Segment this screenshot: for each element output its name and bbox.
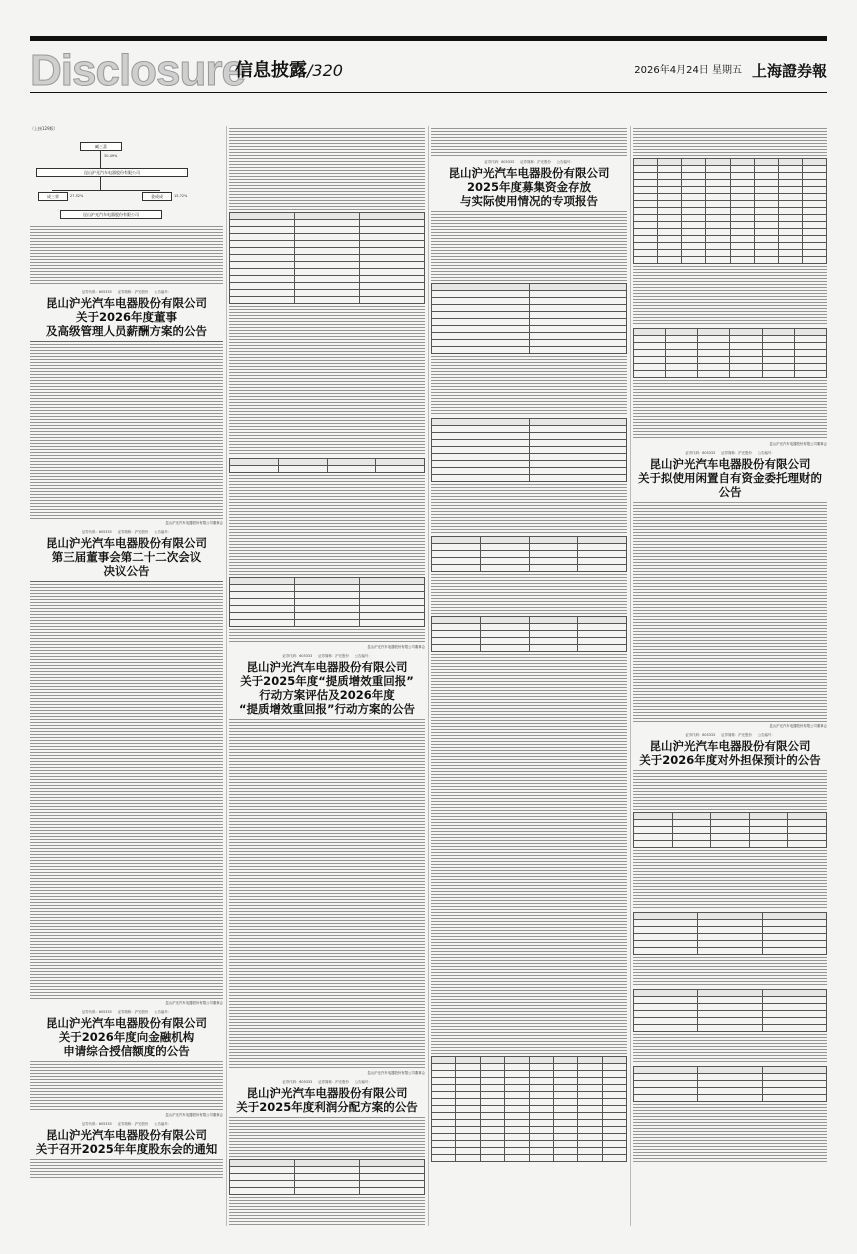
body-text bbox=[633, 128, 827, 156]
signature: 昆山沪光汽车电器股份有限公司董事会 bbox=[165, 521, 223, 525]
usage-table bbox=[431, 1056, 627, 1162]
signature: 昆山沪光汽车电器股份有限公司董事会 bbox=[165, 1001, 223, 1005]
announcement-title: 昆山沪光汽车电器股份有限公司 关于拟使用闲置自有资金委托理财的 公告 bbox=[638, 457, 822, 499]
finance-table-2 bbox=[633, 989, 827, 1032]
rule bbox=[30, 581, 223, 582]
announcement-header bbox=[30, 1010, 223, 1058]
masthead bbox=[30, 36, 827, 93]
org-line bbox=[100, 150, 101, 168]
announcement-meta: 证券代码：605333 证券简称：沪光股份 公告编号： bbox=[282, 1080, 372, 1084]
announcement-meta: 证券代码：605333 证券简称：沪光股份 公告编号： bbox=[81, 290, 172, 294]
announcement-title: 昆山沪光汽车电器股份有限公司 关于召开2025年年度股东会的通知 bbox=[35, 1128, 218, 1156]
body-text bbox=[30, 344, 223, 519]
body-text bbox=[229, 475, 425, 575]
signature: 昆山沪光汽车电器股份有限公司董事会 bbox=[367, 645, 425, 649]
body-text bbox=[633, 380, 827, 440]
masthead-right bbox=[634, 63, 827, 79]
body-text bbox=[633, 266, 827, 326]
signature: 昆山沪光汽车电器股份有限公司董事会 bbox=[165, 1113, 223, 1117]
body-text bbox=[431, 574, 627, 614]
body-text bbox=[30, 226, 223, 286]
column-divider bbox=[226, 126, 227, 1226]
announcement-title: 昆山沪光汽车电器股份有限公司 第三届董事会第二十二次会议 决议公告 bbox=[46, 536, 207, 578]
announcement-header bbox=[30, 1122, 223, 1156]
body-text bbox=[633, 1104, 827, 1164]
announcement-title: 昆山沪光汽车电器股份有限公司 2025年度募集资金存放 与实际使用情况的专项报告 bbox=[448, 166, 610, 208]
body-text bbox=[633, 850, 827, 910]
announcement-title: 昆山沪光汽车电器股份有限公司 关于2025年度“提质增效重回报” 行动方案评估及2026年度 “提质增效重回报”行动方案的公告 bbox=[238, 660, 416, 716]
bank-account-table bbox=[431, 536, 627, 572]
guarantee-table bbox=[633, 812, 827, 848]
profit-table bbox=[229, 1159, 425, 1195]
body-text bbox=[431, 128, 627, 156]
continued-label: （上接129版） bbox=[30, 126, 58, 131]
org-right-box: 金成成 bbox=[142, 192, 172, 201]
newspaper-brand: 上海證券報 bbox=[751, 62, 827, 80]
body-text bbox=[431, 356, 627, 416]
issue-date: 2026年4月24日 星期五 bbox=[634, 65, 742, 76]
org-top-box: 臧三喜 bbox=[80, 142, 122, 151]
body-text bbox=[229, 306, 425, 456]
body-text bbox=[30, 584, 223, 999]
body-text bbox=[431, 654, 627, 1054]
body-text bbox=[229, 1197, 425, 1226]
column-divider bbox=[630, 126, 631, 1226]
announcement-title: 昆山沪光汽车电器股份有限公司 关于2026年度向金融机构 申请综合授信额度的公告 bbox=[46, 1016, 207, 1058]
announcement-meta: 证券代码：605333 证券简称：沪光股份 公告编号： bbox=[685, 451, 775, 455]
org-right-pct: 15.72% bbox=[174, 194, 188, 198]
announcement-title: 昆山沪光汽车电器股份有限公司 关于2026年度董事 及高级管理人员薪酬方案的公告 bbox=[46, 296, 207, 338]
signature: 昆山沪光汽车电器股份有限公司董事会 bbox=[367, 1071, 425, 1075]
body-text bbox=[30, 1061, 223, 1111]
bank-account-table-2 bbox=[431, 616, 627, 652]
body-text bbox=[431, 211, 627, 281]
body-text bbox=[229, 128, 425, 210]
announcement-meta: 证券代码：605333 证券简称：沪光股份 公告编号： bbox=[484, 160, 574, 164]
project-table bbox=[633, 158, 827, 264]
announcement-title: 昆山沪光汽车电器股份有限公司 关于2026年度对外担保预计的公告 bbox=[639, 739, 821, 767]
column-2 bbox=[229, 126, 425, 1226]
masthead-logo: Disclosure bbox=[30, 46, 245, 95]
signature: 昆山沪光汽车电器股份有限公司董事会 bbox=[769, 724, 827, 728]
body-text bbox=[633, 770, 827, 810]
announcement-header bbox=[30, 290, 223, 338]
announcement-header bbox=[633, 451, 827, 499]
org-left-box: 成三荣 bbox=[38, 192, 68, 201]
body-text bbox=[633, 1034, 827, 1064]
announcement-title: 昆山沪光汽车电器股份有限公司 关于2025年度利润分配方案的公告 bbox=[236, 1086, 418, 1114]
announcement-meta: 证券代码：605333 证券简称：沪光股份 公告编号： bbox=[81, 1122, 172, 1126]
org-chart bbox=[30, 136, 223, 222]
announcement-meta: 证券代码：605333 证券简称：沪光股份 公告编号： bbox=[81, 1010, 172, 1014]
column-3 bbox=[431, 126, 627, 1226]
column-4 bbox=[633, 126, 827, 1226]
announcement-header bbox=[633, 733, 827, 767]
org-line bbox=[52, 190, 160, 191]
body-text bbox=[431, 484, 627, 534]
body-text bbox=[229, 1117, 425, 1157]
body-text bbox=[229, 719, 425, 1069]
announcement-header bbox=[229, 1080, 425, 1114]
masthead-rule bbox=[30, 92, 827, 93]
body-text bbox=[30, 1159, 223, 1179]
resolution-table bbox=[229, 212, 425, 304]
org-bottom-box: 昆山沪光汽车电器股份有限公司 bbox=[60, 210, 162, 219]
announcement-header bbox=[30, 530, 223, 578]
announcement-header bbox=[431, 160, 627, 208]
announcement-header bbox=[229, 654, 425, 716]
signature: 昆山沪光汽车电器股份有限公司董事会 bbox=[769, 442, 827, 446]
column-divider bbox=[428, 126, 429, 1226]
section-title bbox=[235, 59, 343, 83]
newspaper-page bbox=[30, 126, 827, 1226]
announcement-meta: 证券代码：605333 证券简称：沪光股份 公告编号： bbox=[685, 733, 775, 737]
attendance-table bbox=[229, 458, 425, 473]
project-table-2 bbox=[633, 328, 827, 378]
org-top-pct: 30.49% bbox=[104, 154, 118, 158]
org-line bbox=[100, 176, 101, 190]
org-left-pct: 27.52% bbox=[70, 194, 84, 198]
announcement-meta: 证券代码：605333 证券简称：沪光股份 公告编号： bbox=[282, 654, 372, 658]
fund-table-2 bbox=[431, 418, 627, 482]
voting-table bbox=[229, 577, 425, 627]
page-number: /320 bbox=[307, 61, 343, 80]
body-text bbox=[633, 502, 827, 722]
org-company-box: 昆山沪光汽车电器股份有限公司 bbox=[36, 168, 188, 177]
section-name: 信息披露 bbox=[235, 60, 307, 81]
finance-table bbox=[633, 912, 827, 955]
rule bbox=[30, 341, 223, 342]
column-1 bbox=[30, 126, 223, 1226]
body-text bbox=[633, 957, 827, 987]
finance-table-3 bbox=[633, 1066, 827, 1102]
body-text bbox=[229, 629, 425, 643]
announcement-meta: 证券代码：605333 证券简称：沪光股份 公告编号： bbox=[81, 530, 172, 534]
fund-table bbox=[431, 283, 627, 354]
